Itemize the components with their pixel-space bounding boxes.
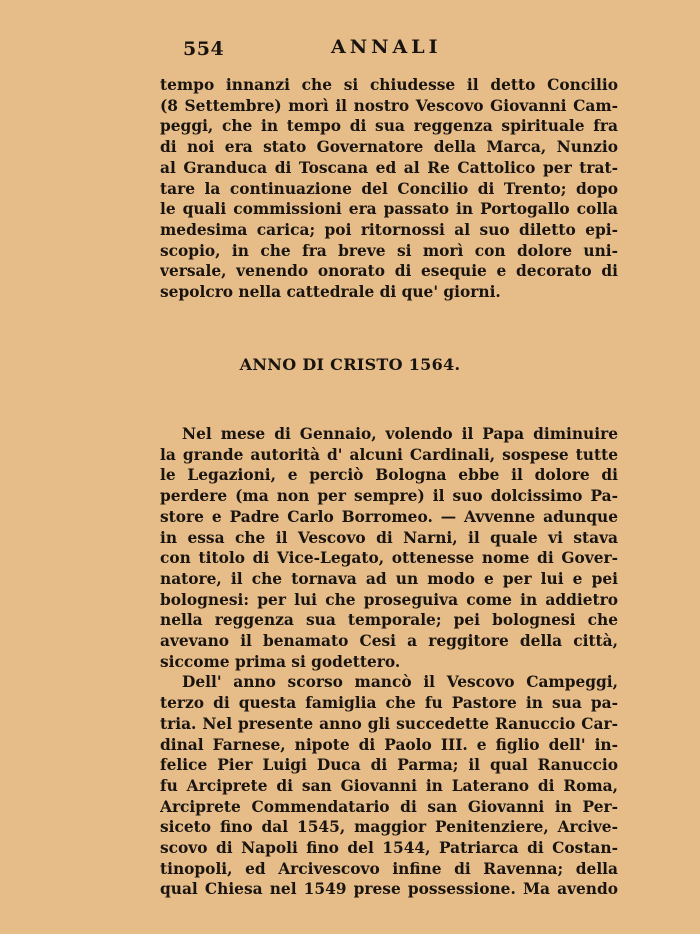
text-line: perdere (ma non per sempre) il suo dolcissimo Pa- [160, 487, 618, 506]
section-heading: ANNO DI CRISTO 1564. [239, 355, 461, 374]
text-line: in essa che il Vescovo di Narni, il quale vi stava [160, 528, 618, 547]
text-line: peggi, che in tempo di sua reggenza spirituale fra [160, 117, 618, 136]
text-line: natore, il che tornava ad un modo e per lui e pei [160, 569, 618, 588]
text-line: la grande autorità d' alcuni Cardinali, sospese tutte [160, 445, 618, 464]
text-line: dinal Farnese, nipote di Paolo III. e figlio dell' in- [160, 735, 618, 754]
text-line: nella reggenza sua temporale; pei bolognesi che [160, 611, 618, 630]
text-line: (8 Settembre) morì il nostro Vescovo Giovanni Cam- [160, 96, 618, 115]
text-line: bolognesi: per lui che proseguiva come in addietro [160, 590, 618, 609]
carryover-paragraph [160, 75, 618, 303]
text-line: felice Pier Luigi Duca di Parma; il qual Ranuccio [160, 756, 618, 775]
text-line: Nel mese di Gennaio, volendo il Papa diminuire [182, 425, 618, 443]
text-line: Dell' anno scorso mancò il Vescovo Campeggi, [182, 673, 618, 692]
text-line: le Legazioni, e perciò Bologna ebbe il dolore di [160, 466, 618, 485]
text-line: medesima carica; poi ritornossi al suo diletto epi- [160, 220, 618, 239]
text-line: scopio, in che fra breve si morì con dolore uni- [160, 241, 618, 260]
text-line: con titolo di Vice-Legato, ottenesse nome di Gover- [160, 549, 618, 568]
text-line: terzo di questa famiglia che fu Pastore in sua pa- [160, 694, 618, 713]
body-text [160, 424, 618, 900]
running-title: ANNALI [331, 36, 442, 58]
text-line: versale, venendo onorato di esequie e decorato di [160, 262, 618, 281]
text-line: avevano il benamato Cesi a reggitore della città, [160, 632, 618, 651]
text-line: tria. Nel presente anno gli succedette Ranuccio Car- [160, 714, 618, 733]
text-line: tare la continuazione del Concilio di Trento; dopo [160, 179, 618, 198]
text-line: store e Padre Carlo Borromeo. — Avvenne adunque [160, 507, 618, 526]
text-line: fu Arciprete di san Giovanni in Laterano di Roma, [160, 776, 618, 795]
text-line: qual Chiesa nel 1549 prese possessione. Ma avendo [160, 880, 618, 899]
text-line: al Granduca di Toscana ed al Re Cattolico per trat- [160, 158, 618, 177]
text-line: tempo innanzi che si chiudesse il detto Concilio [160, 76, 618, 94]
text-line: sepolcro nella cattedrale di que' giorni. [160, 283, 501, 302]
text-line: di noi era stato Governatore della Marca, Nunzio [160, 138, 618, 157]
text-line: Arciprete Commendatario di san Giovanni in Per- [160, 797, 618, 816]
text-line: siccome prima si godettero. [160, 652, 401, 671]
text-line: le quali commissioni era passato in Portogallo colla [160, 200, 618, 219]
text-line: scovo di Napoli fino del 1544, Patriarca di Costan- [160, 839, 618, 858]
text-line: tinopoli, ed Arcivescovo infine di Ravenna; della [160, 859, 618, 878]
page-number: 554 [183, 38, 225, 60]
text-line: siceto fino dal 1545, maggior Penitenziere, Arcive- [160, 818, 618, 837]
